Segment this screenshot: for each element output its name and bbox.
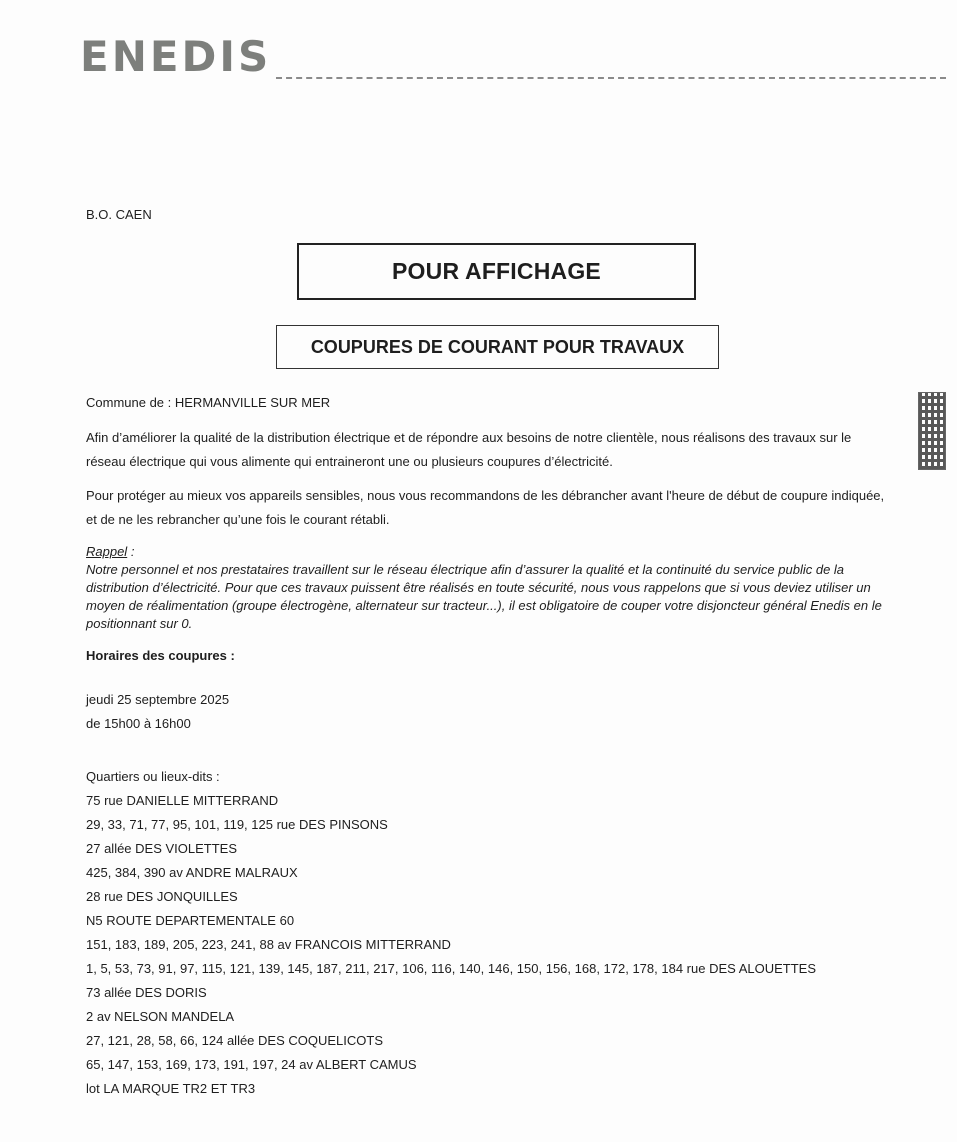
rappel-text: Notre personnel et nos prestataires travaillent sur le réseau électrique afin d’assurer la qualité et la continuité du service public de la distribution d’électricité. Pour que ces travaux puissent être réalisés en toute sécurité, nous vous rappelons que si vous deviez utiliser un moyen de réalimentation (groupe électrogène, alternateur sur tracteur...), il est obligatoire de couper votre disjoncteur général Enedis en le positionnant sur 0.	[86, 562, 882, 631]
list-item: N5 ROUTE DEPARTEMENTALE 60	[86, 913, 295, 928]
list-item: 425, 384, 390 av ANDRE MALRAUX	[86, 865, 298, 880]
horaires-title: Horaires des coupures :	[86, 648, 235, 663]
commune-line: Commune de : HERMANVILLE SUR MER	[86, 395, 331, 410]
list-item: 2 av NELSON MANDELA	[86, 1009, 235, 1024]
list-item: 29, 33, 71, 77, 95, 101, 119, 125 rue DES PINSONS	[86, 817, 388, 832]
list-item: 75 rue DANIELLE MITTERRAND	[86, 793, 279, 808]
list-item: 27, 121, 28, 58, 66, 124 allée DES COQUELICOTS	[86, 1033, 383, 1048]
outage-date: jeudi 25 septembre 2025	[86, 692, 230, 707]
rappel-title: Rappel	[86, 544, 128, 559]
list-item: 27 allée DES VIOLETTES	[86, 841, 238, 856]
outage-time: de 15h00 à 16h00	[86, 716, 191, 731]
list-item: 28 rue DES JONQUILLES	[86, 889, 238, 904]
quartiers-title: Quartiers ou lieux-dits :	[86, 769, 220, 784]
list-item: 151, 183, 189, 205, 223, 241, 88 av FRANCOIS MITTERRAND	[86, 937, 451, 952]
rappel-section: Rappel : Notre personnel et nos prestataires travaillent sur le réseau électrique afin d’assurer la qualité et la continuité du service public de la distribution d’électricité. Pour que ces travaux puissent être réalisés en toute sécurité, nous vous rappelons que si vous deviez utiliser un moyen de réalimentation (groupe électrogène, alternateur sur tracteur...), il est obligatoire de couper votre disjoncteur général Enedis en le positionnant sur 0.	[86, 543, 886, 633]
list-item: 73 allée DES DORIS	[86, 985, 207, 1000]
enedis-logo	[80, 32, 272, 81]
paragraph-intro: Afin d’améliorer la qualité de la distribution électrique et de répondre aux besoins de notre clientèle, nous réalisons des travaux sur le réseau électrique qui vous alimente qui entraineront une ou plusieurs coupures d’électricité.	[86, 430, 852, 469]
subtitle-box	[276, 325, 719, 369]
qr-code-icon	[918, 392, 946, 470]
quartiers-list	[86, 765, 946, 1101]
list-item: 1, 5, 53, 73, 91, 97, 115, 121, 139, 145, 187, 211, 217, 106, 116, 140, 146, 150, 156, 168, 172, 178, 184 rue DES ALOUETTES	[86, 961, 816, 976]
list-item: 65, 147, 153, 169, 173, 191, 197, 24 av ALBERT CAMUS	[86, 1057, 417, 1072]
paragraph-advice: Pour protéger au mieux vos appareils sensibles, nous vous recommandons de les débrancher avant l'heure de début de coupure indiquée, et de ne les rebrancher qu’une fois le courant rétabli.	[86, 488, 885, 527]
subtitle: COUPURES DE COURANT POUR TRAVAUX	[310, 336, 685, 357]
header-rule	[276, 77, 946, 79]
sender-label: B.O. CAEN	[86, 207, 152, 222]
logo-text: ENEDIS	[80, 32, 272, 81]
main-title-box	[297, 243, 696, 300]
main-title: POUR AFFICHAGE	[392, 258, 601, 284]
list-item: lot LA MARQUE TR2 ET TR3	[86, 1081, 256, 1096]
